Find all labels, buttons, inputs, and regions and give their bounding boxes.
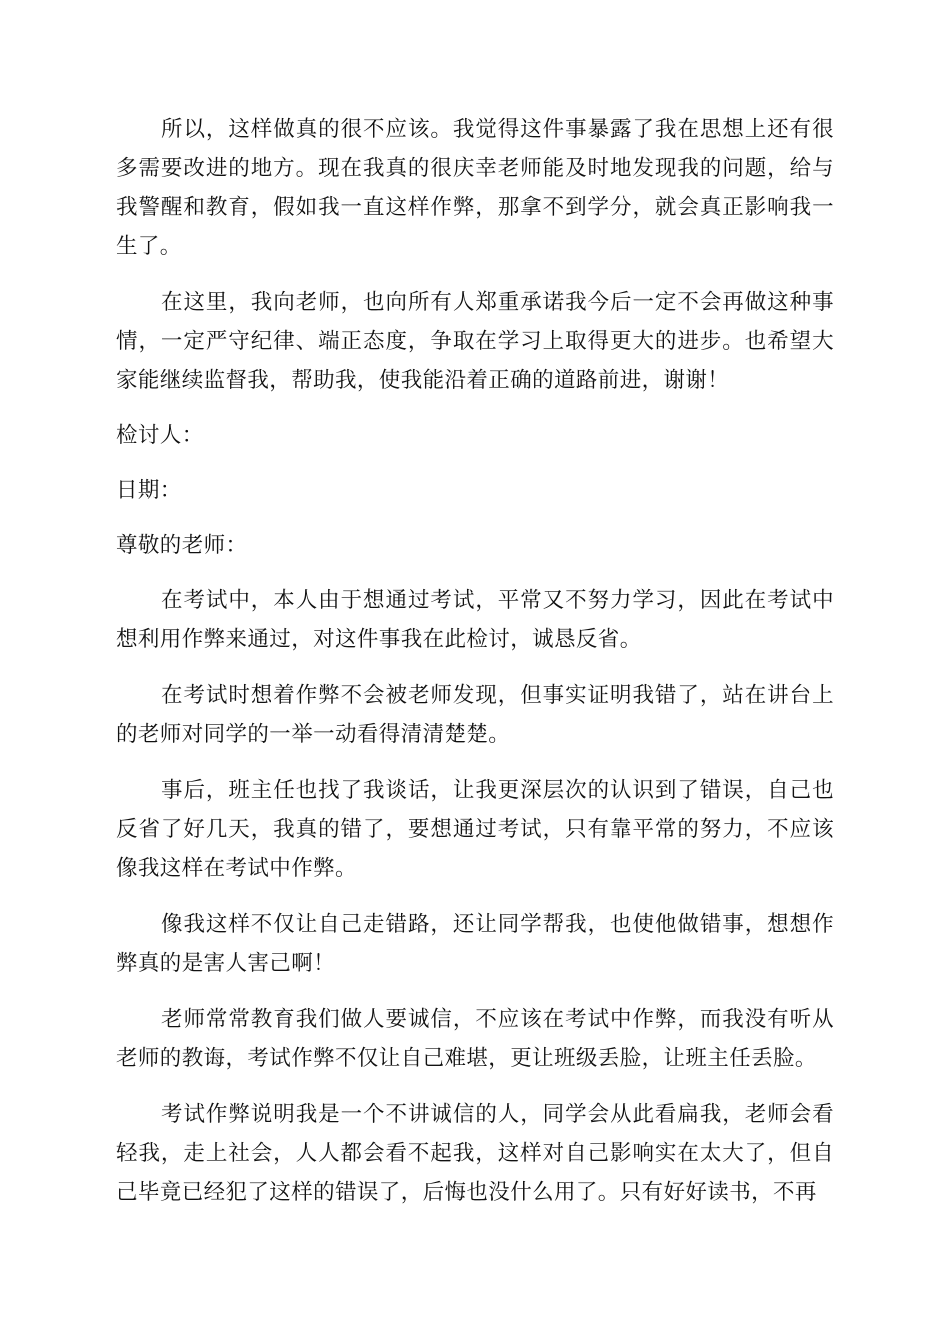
signer-label: 检讨人： [116,423,204,448]
document-body [116,110,834,1212]
paragraph-exam-cheating: 在考试中，本人由于想通过考试，平常又不努力学习，因此在考试中想利用作弊来通过，对这件事我在此检讨，诚恳反省。 [116,588,834,652]
salutation: 尊敬的老师： [116,533,248,558]
paragraph-harm: 像我这样不仅让自己走错路，还让同学帮我，也使他做错事，想想作弊真的是害人害己啊！ [116,912,834,976]
paragraph-integrity: 老师常常教育我们做人要诚信，不应该在考试中作弊，而我没有听从老师的教诲，考试作弊不仅让自己难堪，更让班级丢脸，让班主任丢脸。 [116,1007,834,1071]
paragraph-consequences: 考试作弊说明我是一个不讲诚信的人，同学会从此看扁我，老师会看轻我，走上社会，人人都会看不起我，这样对自己影响实在太大了，但自己毕竟已经犯了这样的错误了，后悔也没什么用了。只有好好读书，不再 [116,1102,834,1205]
paragraph-discovered: 在考试时想着作弊不会被老师发现，但事实证明我错了，站在讲台上的老师对同学的一举一动看得清清楚楚。 [116,683,834,747]
paragraph-reflection: 所以，这样做真的很不应该。我觉得这件事暴露了我在思想上还有很多需要改进的地方。现在我真的很庆幸老师能及时地发现我的问题，给与我警醒和教育，假如我一直这样作弊，那拿不到学分，就会真正影响我一生了。 [116,117,834,259]
paragraph-promise: 在这里，我向老师，也向所有人郑重承诺我今后一定不会再做这种事情，一定严守纪律、端正态度，争取在学习上取得更大的进步。也希望大家能继续监督我，帮助我，使我能沿着正确的道路前进，谢谢！ [116,290,834,393]
date-label: 日期： [116,478,182,503]
paragraph-teacher-talk: 事后，班主任也找了我谈话，让我更深层次的认识到了错误，自己也反省了好几天，我真的错了，要想通过考试，只有靠平常的努力，不应该像我这样在考试中作弊。 [116,778,834,881]
